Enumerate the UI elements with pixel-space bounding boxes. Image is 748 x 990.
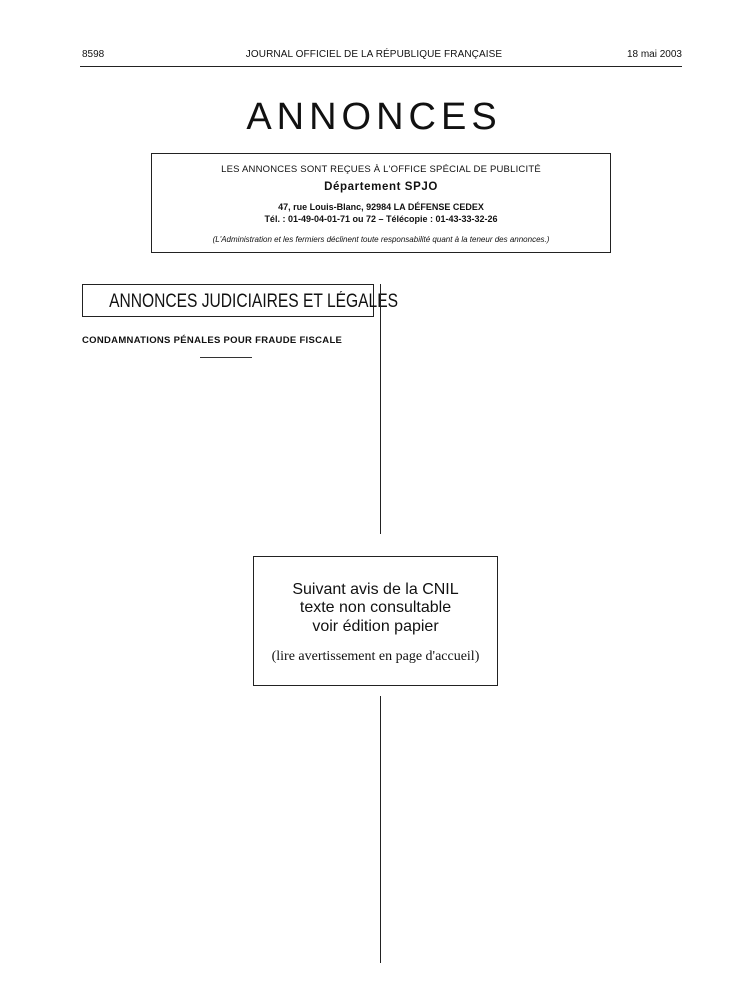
page-number: 8598 [82, 49, 105, 60]
journal-title: JOURNAL OFFICIEL DE LA RÉPUBLIQUE FRANÇAISE [245, 49, 503, 60]
info-phone: Tél. : 01-49-04-01-71 ou 72 – Télécopie : 01-43-33-32-26 [264, 214, 498, 224]
cnil-notice-box [253, 556, 498, 686]
cnil-notice-line: texte non consultable [299, 599, 452, 616]
issue-date: 18 mai 2003 [626, 49, 682, 60]
publicity-office-info-box [151, 153, 611, 253]
info-department: Département SPJO [324, 181, 438, 193]
cnil-notice-warning: (lire avertissement en page d'accueil) [271, 649, 480, 664]
header-divider [80, 66, 682, 67]
cnil-notice-line: voir édition papier [312, 618, 439, 635]
info-address: 47, rue Louis-Blanc, 92984 LA DÉFENSE CEDEX [278, 202, 484, 212]
section-header-box [82, 284, 398, 317]
column-divider-bottom [380, 696, 381, 963]
column-divider-top [380, 284, 381, 534]
info-disclaimer: (L'Administration et les fermiers déclinent toute responsabilité quant à la teneur des annonces.) [212, 235, 550, 244]
section-title: ANNONCES JUDICIAIRES ET LÉGALES [109, 291, 398, 312]
subsection-divider [200, 357, 252, 358]
subsection-title: CONDAMNATIONS PÉNALES POUR FRAUDE FISCALE [82, 335, 343, 346]
cnil-notice-line: Suivant avis de la CNIL [292, 581, 459, 598]
info-reception-notice: LES ANNONCES SONT REÇUES À L'OFFICE SPÉCIAL DE PUBLICITÉ [221, 164, 541, 175]
page-title: ANNONCES [246, 96, 502, 138]
